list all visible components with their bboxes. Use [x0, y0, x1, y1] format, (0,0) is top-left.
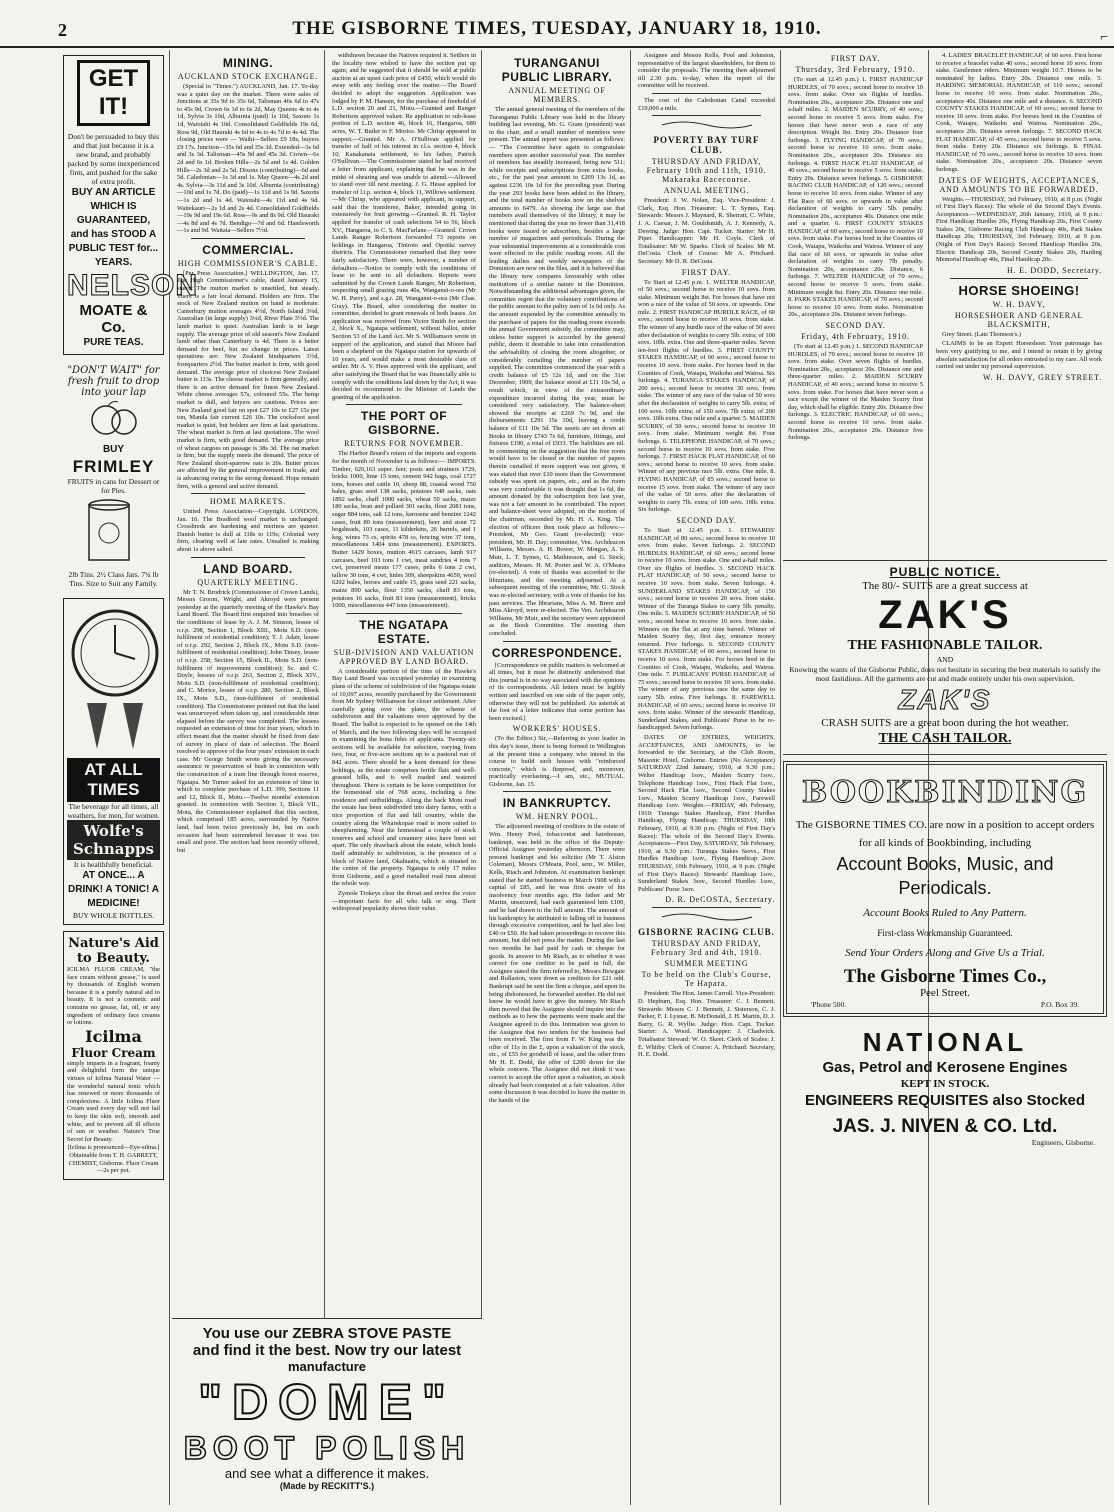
home-markets-article: United Press Association—Copyright. LONDON, Jan. 16. The Bradford wool market is unchanged. Crossbreds are hardening and merinos are quieter. Danish butter is dull at 118s to 119s; Colonial very firm, clearing well at late rates. Unsalted is making about 1s above salted. — [177, 508, 319, 554]
grc-second-day-events-continued: 4. LADIES' BRACELET HANDICAP, of 60 sovs. First horse to receive a bracelet value 40 sovs.; second horse 10 sovs. from stake. Gentlemen riders. Minimum weight 10.7. Horses to be nominated by ladies. Entry 20s. Distance one mile. 5. HARDING MEMORIAL HANDICAP, of 110 sovs.; second horse to receive 10 sovs. from stake. Nomination 20s., acceptance 40s. Distance one mile and a distance. 6. SECOND COUNTY STAKES HANDICAP, of 60 sovs.; second horse to receive 10 sovs. from stake. For horses bred in the Counties of Cook, Waiapu, Waikohu and Wairoa. Nomination 20s., acceptance 20s. Distance seven furlongs. 7. SECOND HACK FLAT HANDICAP, of 45 sovs.; second horse to receive 5 sovs. from stake. Entry 20s. Distance six furlongs. 8. FINAL HANDICAP, of 70 sovs.; second horse to receive 10 sovs. from stake. Nomination 20s., acceptance 20s. Distance seven furlongs. — [936, 52, 1102, 173]
divider — [191, 557, 305, 558]
divider — [652, 115, 761, 116]
land-board-article: Mr T. N. Brodrick (Commissioner of Crown Lands), Messrs Groom, Wright, and Akroyd were present yesterday at the quarterly meeting of the Hawke's Bay Land Board. The Board first enquired into breaches of the conditions of lease by A. J. M. Simson, lessee of o.r.p. 298, Section 1, Block XIII., Motu S.D. (non-fulfilment of residential condition); T. J. Adair, lessee of o.r.p. 292, Section 2, Block IX., Motu S.D. (non-fulfilment of residential condition); John Tinsey, lessee of o.r.p. 258, Section 15, Block II., Motu S.D. (non-fulfilment of improvement condition); Sc. and C. Doyle, lessees of o.r.p. 263, Section 2, Block XIV., Motu S.D. (non-fulfilment of residential condition); and C. Morice, lessee of o.r.p. 280, Section 2, Block IX., Motu S.D., (non-fulfilment of residential condition). The Commissioner pointed out that the land was unsurveyed when taken up, and considerable time elapsed before the survey was completed. The lessees requested an extension of time for four years, which in effect meant that the matter should be fixed from date of survey in place of date of selection. The Board resolved to approve of the four years' extension in each case. Mr George Smith wrote giving the necessary assurance re preservation of bush in connection with the construction of a tram line through forest reserve, Ngatapa. Mr Turner asked for an extension of time in which to complete purchase of L.D. 399, Sections 11 and 12, Block II., Motu.—Twelve months' extension granted. In connection with Section 1, Block VII., Motu, the Commissioner explained that this section, which comprised 185 acres, surrounded by Native land, had been twice previously let, but on each occasion had been surrendered because it was too small and poor. The section had been recently offered, but — [177, 588, 319, 854]
public-notice-headline: PUBLIC NOTICE. — [889, 565, 1001, 579]
commercial-headline: COMMERCIAL. — [202, 242, 294, 257]
divider — [652, 907, 761, 908]
masthead — [0, 0, 1114, 48]
pb-first-day-events: To Start at 12.45 p.m. 1. WELTER HANDICAP, of 50 sovs.; second horse to receive 10 sovs. from stake. Minimum weight 8st. For horses that have not won a race of the value of 50 sovs. or upwards. One mile. 2. FIRST HANDICAP HURDLE RACE, of 60 sovs.; second horse to receive 10 sovs. from stake. The winner of any hurdle race of the value of 50 sovs after declaration of weights to carry 5lb. extra; of 100 sovs. 10lb. extra. One and three-quarter miles. Seven ten-foot flights of hurdles. 3. FIRST COUNTY STAKES HANDICAP, of 60 sovs.; second horse to receive 10 sovs. from stake. For horses bred in the Counties of Cook, Waiapu, Waikohu and Wairoa. Six furlongs. 4. TURANGA STAKES HANDICAP, of 200 sovs.; second horse to receive 30 sovs. from stake. The winner of any race of the value of 50 sovs after the declaration of weights to carry 5lb. extra; of 100 sovs. 10lb extra; of 150 sovs. 7lb extra; of 200 sovs. 10lb extra. One mile and a quarter. 5. MAIDEN SCURRY, of 50 sovs.; second horse to receive 10 sovs. from stake. Minimum weight 8st. Four furlongs. 6. TELEPHONE HANDICAP, of 70 sovs.; second horse to receive 10 sovs. from stake. Five furlongs. 7. FIRST HACK FLAT HANDICAP, of 60 sovs.; second horse to receive 10 sovs. from stake. Winner of any previous race 5lb. extra. One mile. 8. FLYING HANDICAP, of 85 sovs.; second horse to receive 15 sovs. from stake. The winner of any race of the value of 50 sovs. after the declaration of weights to carry 7lb. extra; of 100 sovs. 10lb. extra. Six furlongs. — [638, 278, 775, 514]
icilma-text-2: simply imparts in a fragrant, foamy and delightful form the unique virtues of Icilma Natural Water — the wonderful natural tonic which has renewed or more thousands of complexions. A little Icilma Fluor Cream used every day will not fail to keep the skin soft, smooth and white, and to prevent all ill effects of sun or weather. Nature's True Secret for Beauty. — [67, 1059, 160, 1143]
grc-second-day: SECOND DAY. — [825, 321, 886, 330]
fluor-cream-title: Fluor Cream — [71, 1045, 156, 1060]
get-it-body: Don't be persuaded to buy this and that just because it is a new brand, and probably packed by some inexperienced firm, and pushed for the sake of extra profit. — [67, 132, 160, 186]
port-article: The Harbor Board's return of the imports and exports for the month of November is as follows:— IMPORTS. Timber, 620,163 super. feet; posts and strainers 1729, bricks 1000, lime 15 tons, cement 942 bags, coal 1727 tons, horses and cattle 10, sheep 88, coastal wood 750 bales, grass seed 138 sacks, potatoes 648 sacks, oats 1892 sacks, chaff 1000 sacks, wheat 50 sacks, maize 180 sacks, bran and pollard 301 sacks, flour 2081 tons, sugar 884 tons, salt 12 tons, kerosene and benzine 1242 cases, fruit 80 tons (measurement), beer and stout 72 hogsheads, 103 cases, 11 kilderkins, 26 barrels, and 1 keg, wines 73 cs, spirits 478 cs, fencing wire 37 tons, miscellaneous 1404 tons (measurement). EXPORTS. Butter 1429 boxes, mutton 4615 carcases, lamb 917 carcases, beef 103 tons 1 cwt, meat sundries 4 tons 7 cwt, preserved meats 177 cases, pelts 6 tons 2 cwt, tallow 30 tons, 4 cwt, hides 309, sheepskins 4659, wool 6202 bales, horses and cattle 15, grass seed 221 sacks, maize 890 sacks, flour 1350 sacks, chaff 83 tons, potatoes 16 sacks, fruit 83 tons (measurement), bricks 1000, miscellaneous 447 tons (measurement). — [332, 450, 476, 610]
bankruptcy-subhead: WM. HENRY POOL. — [515, 812, 599, 822]
schnapps-ad — [63, 598, 164, 925]
gisborne-times-company: The Gisborne Times Co., — [843, 965, 1047, 987]
at-all-times-headline: AT ALL TIMES — [67, 758, 160, 802]
column-ads-left — [58, 50, 199, 1505]
grc-dates-text: Weights.—THURSDAY, 3rd February, 1910, at 8 p.m. (Night of First Day's Races): The whole of the Second Day's Events. Acceptances.—WEDNESDAY, 26th January, 1910, at 9 p.m.: First Handicap Hurdles 20s, Flying Handicap 20s, First County Stakes 20s, Gisborne Racing Club Handicap 40s, Park Stakes Handicap 20s; THURSDAY, 3rd February, 1910, at 9 p.m. (Night of First Day's Races): Second Handicap Hurdles 20s, Electric Handicap 20s, Second County Stakes 20s, Harding Memorial Handicap 40s, Final Handicap 20s. — [936, 195, 1102, 264]
icilma-logo: Icilma — [85, 1026, 142, 1046]
get-it-caps: BUY AN ARTICLE WHICH IS GUARANTEED, and has STOOD A PUBLIC TEST for... YEARS. — [68, 187, 159, 268]
engines-line: Gas, Petrol and Kerosene Engines — [822, 1059, 1068, 1076]
pb-annual-meeting: ANNUAL MEETING. — [663, 186, 750, 196]
grc-signature: H. E. DODD, Secretary. — [1006, 265, 1102, 275]
divider — [191, 493, 305, 494]
niven-company: JAS. J. NIVEN & CO. Ltd. — [832, 1116, 1058, 1137]
zaks-text: Knowing the wants of the Gisborne Public, does not hesitate in securing the best materials to satisfy the most fastidious. All the garments are cut and made entirely under his own supervision. — [789, 664, 1101, 683]
zaks-logo-2: ZAK'S — [898, 683, 992, 715]
tin-sizes: 2lb Tins. 2½ Class Jars. 7¾ lb Tins. Size to Suit any Family. — [68, 570, 159, 588]
grc-first-day-events: (To start at 12.45 p.m.) 1. FIRST HANDICAP HURDLES, of 70 sovs.; second horse to receive 10 sovs. from stake. Over six flights of hurdles. Nomination 20s., acceptance 20s. Distance one and a-half miles. 2. MAIDEN SCURRY, of 40 sovs.; second horse to receive 5 sovs. from stake. For horses that have never won a race of any description. Weight 8st. Entry 20s. Distance four furlongs. 3. FLYING HANDICAP, of 70 sovs.; second horse to receive 10 sovs. from stake. Nomination 20s., acceptance 20s. Distance six furlongs. 4. FIRST HACK FLAT HANDICAP, of 40 sovs.; second horse to receive 5 sovs. from stake. Entry 20s. Distance seven furlongs. 5. GISBORNE RACING CLUB HANDICAP, of 120 sovs.; second horse to receive 10 sovs. from stake. Winner of any Flat Race of 60 sovs. or upwards in value after declaration of weights to carry 5lb. penalty. Nomination 20s., acceptance 40s. Distance one mile and a quarter. 6. FIRST COUNTY STAKES HANDICAP, of 60 sovs.; second horse to receive 10 sovs. from stake. For horses bred in the Counties of Cook, Waiapu, Waikohu and Wairoa. Winner of any flat race of 60 sovs. or upwards in value after declaration of weights to carry 7lb penalty. Nomination 20s, acceptance 20s. Distance, 6 furlongs. 7. WELTER HANDICAP, of 70 sovs.; second horse to receive 5 sovs. from stake. Minimum weight 8st. Entry 20s. Distance one mile. 8. PARK STAKES HANDICAP, of 70 sovs.; second horse to receive 10 sovs. from stake. Nomination 20s., acceptance 20s. Distance seven furlongs. — [788, 76, 923, 319]
port-headline: THE PORT OF GISBORNE. — [360, 409, 448, 438]
dome-line-6: and see what a difference it makes. — [224, 1466, 430, 1481]
home-markets-headline: HOME MARKETS. — [209, 497, 287, 507]
ornament-icon — [657, 119, 757, 131]
divider — [503, 641, 611, 642]
divider — [503, 791, 611, 792]
fruits-text: FRUITS in cans for Dessert or for Pies. — [67, 477, 160, 495]
buy-label: BUY — [102, 444, 125, 455]
niven-location: Engineers, Gisborne. — [1031, 1138, 1095, 1147]
get-it-ad — [63, 55, 199, 355]
horse-shoeing-headline: HORSE SHOEING! — [958, 282, 1080, 298]
clock-illustration-icon — [67, 603, 163, 753]
divider — [346, 613, 462, 614]
buy-bottles: BUY WHOLE BOTTLES. — [72, 911, 155, 920]
horse-shoeing-text: CLAIMS to be an Expert Horseshoer. Your patronage has been very gratifying to me, and I intend to retain it by giving absolute satisfaction for all orders entrusted to my care. All work carried out under my personal supervision. — [936, 340, 1102, 371]
pb-second-day: SECOND DAY. — [676, 515, 737, 525]
niven-engines-ad — [783, 1017, 1107, 1154]
pb-officers: President: J. W. Nolan, Esq. Vice-President: J. Clark, Esq. Hon. Treasurer: L. T. Symes, Esq. Stewards: Messrs J. Maynard, R. Sherratt, C. White, J. A. Caesar, J. M. Gouldsmith, A. J. Kennedy, A. Dewing. Judge: Hon. Capt. Tucker. Starter: Mr H. Piper. Handicapper: Mr H. Coyle. Clerk of Totalisator: Mr W. Sparks. Clerk of Scales: Mr M. DeCosta. Clerk of Course: Mr A. Pritchard. Secretary: Mr D. R. DeCosta. — [638, 197, 775, 265]
workers-houses-headline: WORKERS' HOUSES. — [512, 724, 602, 734]
mining-article: (Special to "Times.") AUCKLAND, Jan. 17. To-day was a quiet day on the market. There were sales of Junctions at 35s 9d to 35s 6d, Talisman 46s 6d to 47s to 45s 9d, Crown 6s 1d to 6s 2d, May Queens 4s to 4s 1d, Sylvia 3s 10d, Alburnia (paid) 1s 10d, Saxons 1s 1d, Waiotahi 4s 10d. Consolidated Goldfields 19s 6d, Ross 9d, Old Hauraki 4s 6d to 4s to 4s 7d to 4s 4d. The closing prices were — Waihi—Sellers £9 18s, buyers £9 17s. Junction—35s 6d and 35s 3d. Extended—3s 6d and 3s 3d. Talisman—45s 9d and 45s 3d. Crown—6s 2d and 6s 1d. Broken Hills—2s 5d and 1s 4d. Golden Hills—2s 3d and 2s 5d. Dixons (contributing)—6d and 5d. Caledonian—1s 3d and 1s. May Queen—4s 2d and 4s. Sylvia—3s 11d and 3s 10d. Alburnia (contributing)—10d and 1s 7d. Do (paid)—1s 11d and 1s 9d. Saxons—1s 2d and 1s 4d. Waiotahi—4s 11d and 4s 9d. Waitekauri—2s 1d and 2s 4d. Consolidated Goldfields—19s 9d and 19s 6d. Ross—9s and 8s 9d. Old Hauraki—4s 8d and 4s 7d. Bendigo—7d and 6d. Handsworth—1s and 9d. Waitaia—Sellers 7½d. — [177, 83, 319, 235]
nelson-sub: MOATE & Co. — [79, 302, 148, 336]
dome-line-2: and find it the best. Now try our latest — [192, 1342, 462, 1359]
library-subhead: ANNUAL MEETING OF MEMBERS. — [508, 86, 606, 104]
dont-wait-text: "DON'T WAIT" for fresh fruit to drop into your lap — [67, 365, 160, 398]
bookbinding-text-1: The GISBORNE TIMES CO. are now in a position to accept orders for all kinds of Bookbinding, including — [795, 818, 1095, 849]
beverage-text: The beverage for all times, all weathers, for men, for women. — [67, 802, 160, 820]
icilma-text: ICILMA FLUOR CREAM, "the face cream without grease," is used by thousands of English women because it is a purely natural aid to beauty. It is not a cosmetic and contains no grease, fat, oil, or any ingredient of ordinary face creams or lotions. — [67, 966, 160, 1027]
zymole-notice: Zymole Trokeys clear the throat and revive the voice—important facts for all who talk or sing. Their widespread popularity shows their value. — [332, 890, 476, 913]
healthful-text: It is healthfully beneficial. — [73, 860, 154, 869]
pb-dates: THURSDAY AND FRIDAY, February 10th and 11th, 1910. Makaraka Racecourse. — [646, 157, 767, 185]
national-headline: NATIONAL — [862, 1027, 1028, 1057]
icilma-obtainable: Obtainable from T. H. GARRETT, CHEMIST, Gisborne. Fluor Cream—2s per pot. — [68, 1152, 159, 1175]
page-number: 2 — [58, 20, 67, 40]
at-once-text: AT ONCE... A DRINK! A TONIC! A MEDICINE! — [68, 870, 159, 909]
horse-shoeing-address: Grey Street. (Late Thomson's.) — [942, 330, 1021, 338]
pure-teas: PURE TEAS. — [83, 337, 144, 348]
port-subhead: RETURNS FOR NOVEMBER. — [344, 439, 464, 449]
fruit-icon — [84, 398, 144, 438]
commercial-subhead: HIGH COMMISSIONER'S CABLE. — [177, 258, 319, 268]
grc-first-day: FIRST DAY. — [830, 54, 881, 63]
icilma-ad — [63, 931, 164, 1180]
divider — [950, 278, 1088, 279]
dome-line-7: (Made by RECKITT'S.) — [279, 1481, 375, 1491]
bankruptcy-article: The adjourned meeting of creditors in the estate of Wm. Henry Pool, tobacconist and hairdresser, bankrupt, was held in the office of the Deputy-Official Assignee yesterday afternoon. There were present bankrupt and his solicitor (Mr T. Alston Coleman), Messrs O'Meara, Pool, senr., W. Miller, Kells, Riach and Johnston. At examination bankrupt stated that he started business in March 1908 with a capital of £85, and he was first aware of his insolvency four months ago. His father and Mr Martin, unsecured, had each guaranteed him £100, and he had drawn to the full amount. The amount of his bankruptcy he attributed to falling off in business through excessive competition, and he had also lost £40 or £50. He had taken proceedings to recover this amount, but did not press the matter. During the last two months he had paid by cash or cheque for goods. In answer to Mr Riach, as to whether it was correct for one creditor to be paid in full, the Assignee stated the firm referred to, Messrs Hewgate and Rollaston, were down as creditors for £21 odd. Bankrupt said he sent the firm a cheque, and upon its being dishonoured, he forwarded another. He did not know he would have to give the money. Mr Riach then moved that the Assignee should inquire into the methods as to how the payments were made and the Assignee agreed to do this. Intimation was given to the Assignee that two tenders for the business had been received. The first from F. W. King was the offer of 11s in the £, upon a valuation of the stock, etc., of £55 for goodwill of lease, and the other from Mr H. E. Dodd, the offer of £200 down for the whole concern. The Assignee did not think it was correct to accept the offer upon a valuation, as stock already had been computed at a fair valuation. After some discussion it was decided to leave the matter in the hands of the — [489, 823, 625, 1104]
column-ads-right — [783, 50, 1107, 1505]
kept-in-stock: KEPT IN STOCK. — [900, 1078, 990, 1090]
contact-row — [791, 1000, 1099, 1010]
land-board-subhead: QUARTERLY MEETING. — [197, 577, 299, 587]
mining-headline: MINING. — [222, 56, 274, 70]
bookbinding-text-4: First-class Workmanship Guaranteed. — [877, 927, 1013, 938]
column-turf-club — [633, 50, 781, 1505]
pb-signature: D. R. DeCOSTA, Secretary. — [665, 895, 775, 905]
grc-dates-headline: DATES OF WEIGHTS, ACCEPTANCES, AND AMOUNTS TO BE FORWARDED. — [938, 175, 1100, 194]
bookbinding-headline: BOOKBINDING — [801, 774, 1089, 810]
grc-dates: THURSDAY AND FRIDAY, February 3rd and 4th, 1910. — [651, 939, 762, 958]
library-article: The annual general meeting of the members of the Turanganui Public Library was held in the library building last evening, Mr. G. Gram (president) was in the chair, and a small number of members were present. The annual report was presented as follows:— "The Committee have again to congratulate members upon another successful year. The number of members has steadily increased, being now 511; while receipts and subscriptions from extra books, etc., for the past year amount to £269 13s 1d, as against £236 10s 1d for the preceding year. During the year 293 books have been added to the library, and the total number of books now on the shelves amounts to 6479. As showing the large use that members avail themselves of the library, it may be mentioned that during the year no fewer than 31,418 books were issued to subscribers, besides a large number of magazines and periodicals. During the year substantial improvements at a considerable cost were effected in the public reading room. All the leading dailies and weekly newspapers of the Dominion are now on the files, and it is believed that the library now compares favourably with other institutions of a similar nature in the Dominion. Notwithstanding the additional advantages given, the committee regret that the voluntary contributions of the public amount to the paltry sum of 1s 6d only. As the amount expended by the committee annually in the purchase of papers for the reading room exceeds the annual Government subsidy, the committee may, unless better support is accorded by the general public, deem it desirable to take into consideration the advisability of closing the room altogether, or considerably curtailing the number of papers supplied. The committee commenced the year with a credit balance of £5 12s 1d, and on the 31st December, 1909, the balance stood at £11 10s 5d, a result which, in view of the extraordinary expenditure incurred during the year, must be considered very satisfactory. The balance-sheet showed the receipts at £269 7s 9d, and the disbursements £291 15s 10d, leaving a credit balance of £11 10s 5d. The assets are set down at: Books in library £743 7s 6d, furniture, fittings, and fixtures £190, a total of £933. The liabilities are nil. In commenting on the suggestion that the free room would have to be closed or the number of papers therein curtailed if more support was not given, it was stated that over £10 more than the Government subsidy was spent on papers, etc., and as the room was very comfortable it was thought that 1s 6d, the amount donated by the subscription box last year, was not a fair amount to be contributed. The report and balance-sheet were adopted, on the motion of the chairman, seconded by Mr. H. A. King. The election of officers then took place as follows:—President, Mr Geo. Grant (re-elected); vice-president, Mr. H. Day; committee, Ven. Archdeacon Williams, Messrs. A. H. Bower, W. Morgan, A. S. Muir, L. T. Symes, G. Mathiesson, and G. Stock; auditors, Messrs. H. M. Porter and W. A. O'Meara (re-elected). A vote of thanks was accorded to the librarians, and the meeting adjourned. At a subsequent meeting of the committee, Mr. G. Stock was re-elected secretary, with a vote of thanks for his past services. The librarians, Miss A. M. Brere and Miss Akroyd, were re-elected. The Ven. Archdeacon Williams, Mr Muir, and the secretary were appointed as the Book Committee. The meeting then concluded. — [489, 106, 625, 637]
get-it-headline: GET IT! — [77, 60, 150, 126]
wide-ads — [783, 560, 1107, 1154]
bookbinding-text-3: Account Books Ruled to Any Pattern. — [863, 906, 1027, 919]
peel-street: Peel Street. — [919, 986, 971, 999]
fashionable-tailor: THE FASHIONABLE TAILOR. — [847, 638, 1043, 653]
cash-tailor: THE CASH TAILOR. — [878, 730, 1012, 746]
frimley-logo: FRIMLEY — [72, 457, 155, 476]
grc-officers: President: The Hon. James Carroll. Vice-President: D. Hepburn, Esq. Hon. Treasurer: C. J. Bennett. Stewards: Messrs C. J. Bennett, J. Sisterson, C. J. Parker, F. J. Lysnar, B. McDonald, J. H. Martin, D. J. Barry, G. R. Wyllie. Judge: Hon. Capt. Tucker. Starter: A. Wood. Handicapper: J. Chadwick. Totalisator Steward: W. O. Skeet. Clerk of Scales: J. E. Whitby. Clerk of Course: A. Pritchard. Secretary, H. E. Dodd. — [638, 990, 775, 1059]
boot-polish-title: BOOT POLISH — [183, 1430, 471, 1466]
commercial-article: [Per Press Association.] WELLINGTON, Jan. 17. The High Commissioner's cable, dated January 15, states: The mutton market is unsettled, but steady. There is a fair local demand. Holders are firm. The stock of New Zealand mutton on hand is moderate. Canterbury mutton averages 4½d, North Island 3¼d, Australian (in large supply) 3¼d, River Plate 3½d. The lamb market is quiet. Australian lamb is in large supply. The average price of old season's New Zealand lamb other than Canterbury is 4d. There is a better demand for beef, but no change in prices. Latest quotations are: New Zealand hindquarters 3½d, forequarters 2½d. The butter market is firm, with good demand. The average price of choicest New Zealand butter is 113s. The cheese market is firm generally, and there is an active demand for finest New Zealand. White cheese averages 57s, coloured 55s. The hemp market is dull, and buyers are cautious. Prices are: New Zealand good fair on spot £27 10s to £27 15s per ton, Manila fair current £26 10s. The cocksfoot seed market is quiet, but holders are firm at last quotations. The wheat market is firm at last quotations. The wool market is firm, with good demand. The average price of wheat cargoes on passage is 38s 3d. The oat market is firm, but the supply meets the demand. The price of New Zealand short-sparrow oats is 20s. Butter prices are affected by the general improvement in trade, and is advancing owing to the strong demand. Hops remain firm, with a general and active demand. — [177, 269, 319, 490]
grc-venue: To be held on the Club's Course, Te Hapara. — [641, 970, 772, 989]
grc-meeting: SUMMER MEETING — [664, 959, 749, 969]
column-port-ngatapa — [327, 50, 482, 1505]
zaks-ad — [783, 561, 1107, 755]
ornament-icon — [657, 911, 757, 923]
newspaper-title: THE GISBORNE TIMES, TUESDAY, JANUARY 18, 1910. — [292, 18, 822, 39]
icilma-pronounced: [Icilma is pronounced—Eye-silma.] — [67, 1144, 160, 1152]
suits-text: The 80/- SUITS are a great success at — [862, 580, 1028, 592]
wolfes-schnapps-logo: Wolfe's Schnapps — [67, 820, 160, 860]
grc-first-day-date: Thursday, 3rd February, 1910. — [795, 65, 916, 74]
ngatapa-article: A considerable portion of the time of the Hawke's Bay Land Board was occupied yesterday in examining plans of the scheme of subdivision of the Ngatapa estate of 10,097 acres, recently purchased by the Government from Mr Sydney Williamson for closer settlement. After carefully going over the plans, the scheme of subdivision and the valuations were approved by the Board. The ballot is expected to be opened on the 14th of March, and the two following days will be occupied in examining the bona fides of applicants. Twenty-six sections will be available for selection, varying from two, four, or five-acre sections up to a pastoral run of 842 acres. There should be a keen demand for these holdings, as the estate comprises fertile flats and well-grassed hills, and is well roaded and watered throughout. There is certain to be keen competition for the homestead site of 768 acres, including a fine residence and outbuildings. Along the back Motu road the estate has been subdivided into dairy farms, with a nice proportion of flat and hill country, while the country along the Wharekopae road is more suited to sheepfarming. Near the homestead a couple of stock reserves and school and creamery sites have been set apart. The only drawback about the estate, which lends itself admirably to subdivision, is the presence of a block of Native land, Okahuatiu, which is situated in the centre of the property. Ngatapa is only 17 miles from Gisborne, and a good metalled road runs almost the whole way. — [332, 667, 476, 888]
bookbinding-ad — [783, 761, 1107, 1018]
po-box: P.O. Box 39. — [1040, 999, 1079, 1009]
nelson-logo: NELSON — [67, 269, 199, 302]
workers-houses-letter: (To the Editor.) Sir,—Referring to your leader in this day's issue, there is being formed in Wellington at the present time a company who intend in the course to build such houses with "reinforced concrete," which is fireproof, and, moreover, practically everlasting.—I am, etc., MUTUAL. Gisborne, Jan. 15. — [489, 735, 625, 788]
crash-suits-text: CRASH SUITS are a great boon during the hot weather. — [821, 716, 1069, 729]
grc-second-day-date: Friday, 4th February, 1910. — [801, 332, 910, 341]
bankruptcy-headline: IN BANKRUPTCY. — [502, 796, 612, 811]
horse-shoeing-name: W. H. DAVY, — [992, 299, 1046, 309]
mining-subhead: AUCKLAND STOCK EXCHANGE. — [177, 72, 319, 81]
phone-number: 'Phone 500. — [811, 999, 847, 1009]
land-board-continued: withdrawn because the Natives required it. Settlers in the locality now wished to have the section put up again, and he suggested that it should be sold at public auction at an upset cash price of £450, which would do away with any feeling over the matter.—The Board decided to adopt the suggestion. Application was lodged by P. M. Hansen, for the purchase of freehold of L.D. section 20 and 21, Motu.—Granted and Ranger Robertson approved valuer. Re application to sub-lease portion of L.D. section 46, block 16, Hangaroa, 689 acres, W. T. Butler to F. Morice. Mr Chrisp appeared in support.—Granted. Mr A. O'Sullivan applied for transfer of half of his interest in r.l.s. section 4, block 10, Kanakanaia settlement, to his father, Patrick O'Sullivan.—The Commissioner stated he had received a letter from applicant, explaining that he was in the midst of shearing and was unable to attend.—Allowed to stand over till next meeting. J. G. Hesse applied for transfer of l.i.p. section 4, block 11, Willows settlement.—Mr Chrisp, who appeared with applicant, in support, said that the transferee, Baker, intended going in extensively for fruit growing.—Granted. R. H. Taylor applied for transfer of cash selections 54 to 56, block XV., Hangaroa, to C. S. MacFarlane.—Granted. Crown Lands Ranger Robertson forwarded 73 reports on holdings in Hangaroa, Tiniroto and Opotiki survey districts. The Commissioner remarked that they were fairly satisfactory. There were, however, a number of defaulters.—Notice to comply with the conditions of lease to be sent to all defaulters. Reports were submitted by the Crown Lands Ranger, Mr Robertson, respecting small grazing runs 40a, Wanganui-o-ora (Mr W. H. Perry), and s.g.r. 28, Wanganui-o-ora (Mr Chas. Gray). The Board, after considering the matter in committee, decided to grant renewals of both leases. An application was received from Victor Smith for section 2, block X., Ngatapa settlement, without ballot, under Section 53 of the Land Act. Mr S. Williamson wrote in support of the application, and stated that Moore had been a shepherd on the Ngatapa station for upwards of 10 years, and would make a most desirable class of settler. Mr A. V. Hess approved with the applicant, and after satisfying the Board that he was financially able to comply with the conditions laid down by the Act, it was decided to recommend to the Minister of Lands the granting of the application. — [332, 52, 476, 401]
bankruptcy-continued: Assignee and Messrs Kells, Pool and Johnston, representative of the largest shareholders, for them to consider the proposals. The meeting then adjourned till 2.30 p.m. to-day, when the report of the committee will be received. — [638, 52, 775, 90]
ngatapa-headline: THE NGATAPA ESTATE. — [359, 617, 449, 646]
and-text: AND — [936, 655, 954, 664]
corner-mark-icon: ⌐ — [1100, 30, 1108, 45]
correspondence-headline: CORRESPONDENCE. — [491, 645, 623, 660]
divider — [652, 93, 761, 94]
pb-second-day-events: To Start at 12.45 p.m. 1. STEWARDS' HANDICAP, of 80 sovs.; second horse to receive 10 sovs. from stake. Seven furlongs. 2. SECOND HURDLES HANDICAP, of 60 sovs.; second horse to receive 10 sovs. from stake. One and a-half miles. Over six flights of hurdles. 3. SECOND HACK FLAT HANDICAP, of 50 sovs.; second horse to receive 10 sovs. from stake. Seven furlongs. 4. SUNDERLAND STAKES HANDICAP, of 150 sovs.; second horse to receive 20 sovs. from stake. Winner of the Turanga Stakes to carry 5lb. penalty. One mile. 5. MAIDEN SCURRY HANDICAP, of 50 sovs.; second horse to receive 10 sovs. from stake. Winners on the flat at any time barred. Winner of Maiden Scurry day, first day, entrance money returned. Five furlongs. 6. SECOND COUNTY STAKES HANDICAP, of 60 sovs.; second horse to receive 10 sovs. from stake. For horses bred in the Counties of Cook, Waiapu, Waikohu, and Wairoa. One mile. 7. PUBLICANS' PURSE HANDICAP, of 75 sovs.; second horse to receive 10 sovs. from stake. The winner of any previous race the same day to carry 5lb. extra. Five furlongs. 8. FAREWELL HANDICAP, of 60 sovs.; second horse to receive 10 sovs. from stake. Winner of the stewards' Handicap, Sunderland Stakes, and Publicans' Purse to be re-handicapped. Seven furlongs. — [638, 526, 776, 732]
zaks-logo: ZAK'S — [878, 593, 1012, 637]
grc-second-day-events: (To start at 12.45 p.m.) 1. SECOND HANDICAP HURDLES, of 70 sovs.; second horse to receive 10 sovs. from stake. Over seven flights of hurdles. Nomination 20s., acceptance 20s. Distance one and three-quarter miles. 2. MAIDEN SCURRY HANDICAP, of 40 sovs.; second horse to receive 5 sovs. from stake. For horses that have never won a race except the winner of the Maiden Scurry first day, which shall be eligible. Entry 20s. Distance five furlongs. 3. ELECTRIC HANDICAP, of 60 sovs.; second horse to receive 10 sovs. from stake. Nomination 20s., acceptance 20s. Distance five furlongs. — [788, 343, 923, 442]
dome-line-3: manufacture — [287, 1359, 367, 1374]
ngatapa-subhead: SUB-DIVISION AND VALUATION APPROVED BY LAND BOARD. — [333, 647, 475, 666]
poverty-bay-turf-club-title: POVERTY BAY TURF CLUB. — [653, 135, 760, 156]
horse-shoeing-trade: HORSESHOER AND GENERAL BLACKSMITH, — [954, 310, 1084, 329]
gisborne-racing-club-title: GISBORNE RACING CLUB. — [638, 927, 775, 938]
column-library — [484, 50, 631, 1505]
bookbinding-text-5: Send Your Orders Along and Give Us a Trial. — [845, 946, 1045, 959]
dome-brand: "DOME" — [198, 1374, 456, 1430]
bookbinding-text-2: Account Books, Music, and Periodicals. — [836, 853, 1054, 898]
divider — [346, 404, 462, 405]
engineers-requisites: ENGINEERS REQUISITES also Stocked — [804, 1092, 1086, 1109]
dome-polish-ad — [172, 1318, 482, 1505]
frimley-ad — [63, 361, 164, 592]
correspondence-note: [Correspondence on public matters is welcomed at all times, but it must be distinctly understood that this journal is in no way associated with the opinions of its correspondents. All letters must be legibly written and inscribed on one side of the paper only, otherwise they will not be published. An asterisk at the foot of a letter indicates that some portion has been excised.] — [489, 661, 625, 722]
land-board-headline: LAND BOARD. — [203, 561, 293, 576]
horse-shoeing-signature: W. H. DAVY, GREY STREET. — [982, 372, 1102, 382]
column-mining-commercial — [172, 50, 325, 1505]
divider — [191, 238, 305, 239]
pb-dates-entries: DATES OF ENTRIES, WEIGHTS, ACCEPTANCES, AND AMOUNTS, to be forwarded to the Secretary, at the Club Room, Masonic Hotel, Gisborne. Entries (No Acceptance) SATURDAY 22nd January, 1910, at 9.30 p.m.; Welter Handicap 1sov., Maiden Scurry 1sov., Telephone Handicap 1sov., First Hack Flat 1sov., Second Hack Flat 1sov., Second County Stakes 1sov., Maiden Scurry Handicap 1sov., Farewell Handicap 1sov. Weights.—FRIDAY, 4th February, 1910: Turanga Stakes Handicap, First Hurdles Handicap, Flying Handicap; THURSDAY, 10th February, 1910, at 9.30 p.m. (Night of First Day's Races): The whole of the Second Day's Events. Acceptances—First Day, SATURDAY, 5th February, 1910, at 9.30 p.m.: Turanga Stakes 6sovs., First Hurdles Handicap 1sov., Flying Handicap 2sov. THURSDAY, 10th February, 1910, at 9 p.m. (Night of First Day's Races): Stewards' Handicap 1sov., Sunderland Stakes 3sov., Second Hurdles 1sov., Publicans' Purse 3sov. — [638, 733, 775, 893]
nature-aid-headline: Nature's Aid to Beauty. — [68, 936, 159, 966]
dome-line-1: You use our ZEBRA STOVE PASTE — [202, 1325, 452, 1342]
racing-continued — [931, 50, 1107, 386]
library-headline: TURANGANUI PUBLIC LIBRARY. — [501, 56, 613, 84]
pb-first-day: FIRST DAY. — [681, 267, 732, 277]
caledonian-note: The cost of the Caledonian Canal exceeded £19,000 a mile. — [638, 96, 775, 112]
fruit-can-icon — [74, 495, 154, 565]
